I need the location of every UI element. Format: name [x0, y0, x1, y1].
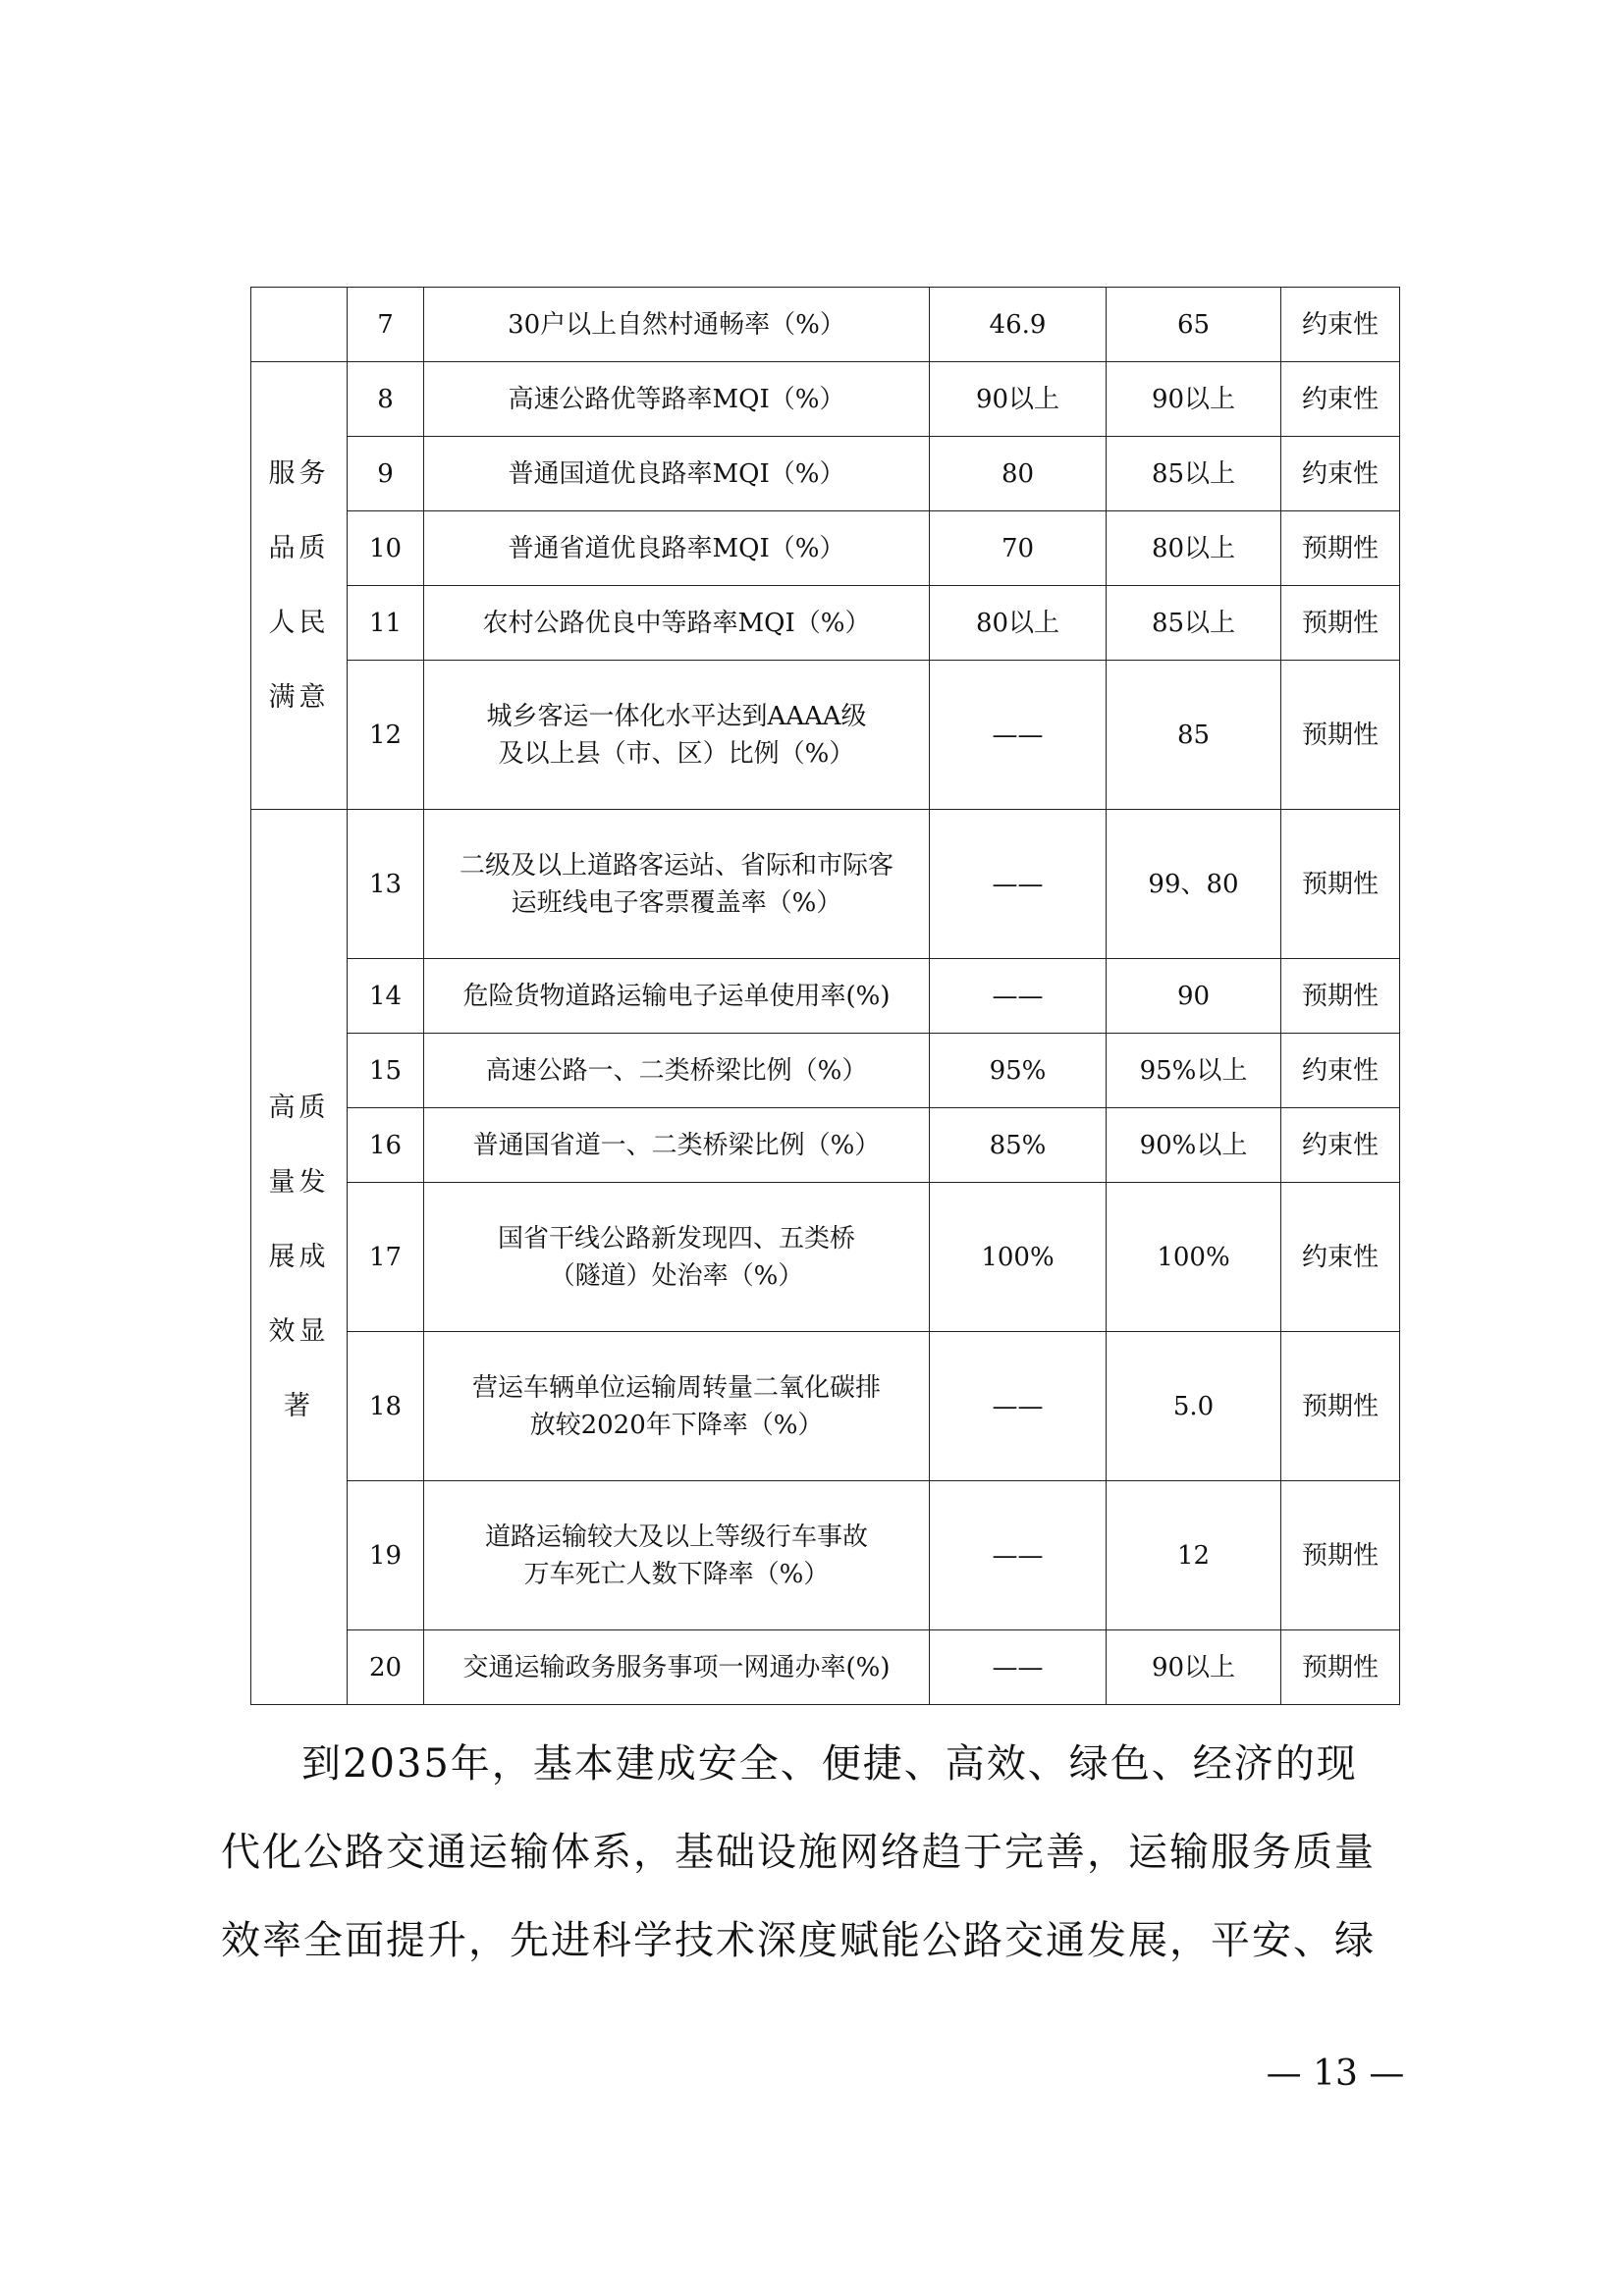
target-value: 12 [1107, 1481, 1281, 1630]
base-value: —— [930, 1481, 1107, 1630]
table-row [251, 1034, 1400, 1108]
base-value: 95% [930, 1034, 1107, 1108]
indicator-name: 农村公路优良中等路率MQI（%） [424, 586, 930, 661]
table-row [251, 1332, 1400, 1481]
indicator-name: 交通运输政务服务事项一网通办率(%) [424, 1630, 930, 1705]
target-value: 90以上 [1107, 362, 1281, 437]
indicator-nature: 预期性 [1281, 511, 1400, 586]
indicator-name: 道路运输较大及以上等级行车事故 万车死亡人数下降率（%） [424, 1481, 930, 1630]
group-cell-empty [251, 288, 348, 362]
body-paragraph [221, 1720, 1431, 1985]
row-number: 19 [348, 1481, 424, 1630]
target-value: 80以上 [1107, 511, 1281, 586]
indicator-name: 普通省道优良路率MQI（%） [424, 511, 930, 586]
target-value: 90%以上 [1107, 1108, 1281, 1183]
target-value: 5.0 [1107, 1332, 1281, 1481]
row-number: 10 [348, 511, 424, 586]
target-value: 90 [1107, 959, 1281, 1034]
indicator-nature: 约束性 [1281, 288, 1400, 362]
target-value: 95%以上 [1107, 1034, 1281, 1108]
base-value: 85% [930, 1108, 1107, 1183]
indicator-name: 高速公路一、二类桥梁比例（%） [424, 1034, 930, 1108]
indicator-name: 二级及以上道路客运站、省际和市际客 运班线电子客票覆盖率（%） [424, 810, 930, 959]
indicator-nature: 预期性 [1281, 586, 1400, 661]
indicator-name: 普通国道优良路率MQI（%） [424, 437, 930, 511]
base-value: —— [930, 959, 1107, 1034]
indicator-name: 危险货物道路运输电子运单使用率(%) [424, 959, 930, 1034]
row-number: 13 [348, 810, 424, 959]
table-row [251, 810, 1400, 959]
table-row [251, 511, 1400, 586]
base-value: 90以上 [930, 362, 1107, 437]
table-row [251, 1481, 1400, 1630]
indicator-nature: 约束性 [1281, 437, 1400, 511]
table-row [251, 1183, 1400, 1332]
table-row [251, 362, 1400, 437]
row-number: 9 [348, 437, 424, 511]
indicator-nature: 约束性 [1281, 362, 1400, 437]
target-value: 100% [1107, 1183, 1281, 1332]
table-row [251, 288, 1400, 362]
target-value: 85 [1107, 661, 1281, 810]
indicator-name: 普通国省道一、二类桥梁比例（%） [424, 1108, 930, 1183]
indicator-nature: 约束性 [1281, 1108, 1400, 1183]
table-row [251, 661, 1400, 810]
indicator-nature: 约束性 [1281, 1034, 1400, 1108]
table-row [251, 1108, 1400, 1183]
base-value: 46.9 [930, 288, 1107, 362]
row-number: 14 [348, 959, 424, 1034]
table-row [251, 437, 1400, 511]
base-value: —— [930, 1630, 1107, 1705]
indicator-name: 国省干线公路新发现四、五类桥 （隧道）处治率（%） [424, 1183, 930, 1332]
row-number: 15 [348, 1034, 424, 1108]
indicator-name: 30户以上自然村通畅率（%） [424, 288, 930, 362]
base-value: —— [930, 661, 1107, 810]
target-value: 85以上 [1107, 437, 1281, 511]
indicator-nature: 预期性 [1281, 959, 1400, 1034]
target-value: 85以上 [1107, 586, 1281, 661]
target-value: 90以上 [1107, 1630, 1281, 1705]
indicator-table [250, 287, 1400, 1705]
row-number: 18 [348, 1332, 424, 1481]
indicator-name: 营运车辆单位运输周转量二氧化碳排 放较2020年下降率（%） [424, 1332, 930, 1481]
base-value: 80 [930, 437, 1107, 511]
row-number: 20 [348, 1630, 424, 1705]
row-number: 12 [348, 661, 424, 810]
indicator-nature: 约束性 [1281, 1183, 1400, 1332]
row-number: 11 [348, 586, 424, 661]
paragraph-line: 到2035年，基本建成安全、便捷、高效、绿色、经济的现 [301, 1741, 1358, 1787]
base-value: 70 [930, 511, 1107, 586]
base-value: —— [930, 810, 1107, 959]
group-cell-service-quality: 服务 品质 人民 满意 [251, 362, 348, 810]
base-value: 100% [930, 1183, 1107, 1332]
page-number: — 13 — [1266, 2054, 1405, 2094]
target-value: 65 [1107, 288, 1281, 362]
indicator-nature: 预期性 [1281, 1332, 1400, 1481]
indicator-name: 高速公路优等路率MQI（%） [424, 362, 930, 437]
row-number: 16 [348, 1108, 424, 1183]
row-number: 8 [348, 362, 424, 437]
base-value: 80以上 [930, 586, 1107, 661]
indicator-name: 城乡客运一体化水平达到AAAA级 及以上县（市、区）比例（%） [424, 661, 930, 810]
paragraph-line: 效率全面提升，先进科学技术深度赋能公路交通发展，平安、绿 [221, 1918, 1376, 1963]
table-row [251, 1630, 1400, 1705]
indicator-nature: 预期性 [1281, 810, 1400, 959]
table-row [251, 959, 1400, 1034]
row-number: 7 [348, 288, 424, 362]
base-value: —— [930, 1332, 1107, 1481]
indicator-nature: 预期性 [1281, 661, 1400, 810]
group-cell-high-quality: 高质 量发 展成 效显 著 [251, 810, 348, 1705]
paragraph-line: 代化公路交通运输体系，基础设施网络趋于完善，运输服务质量 [221, 1830, 1376, 1875]
target-value: 99、80 [1107, 810, 1281, 959]
row-number: 17 [348, 1183, 424, 1332]
table-row [251, 586, 1400, 661]
indicator-nature: 预期性 [1281, 1481, 1400, 1630]
indicator-nature: 预期性 [1281, 1630, 1400, 1705]
